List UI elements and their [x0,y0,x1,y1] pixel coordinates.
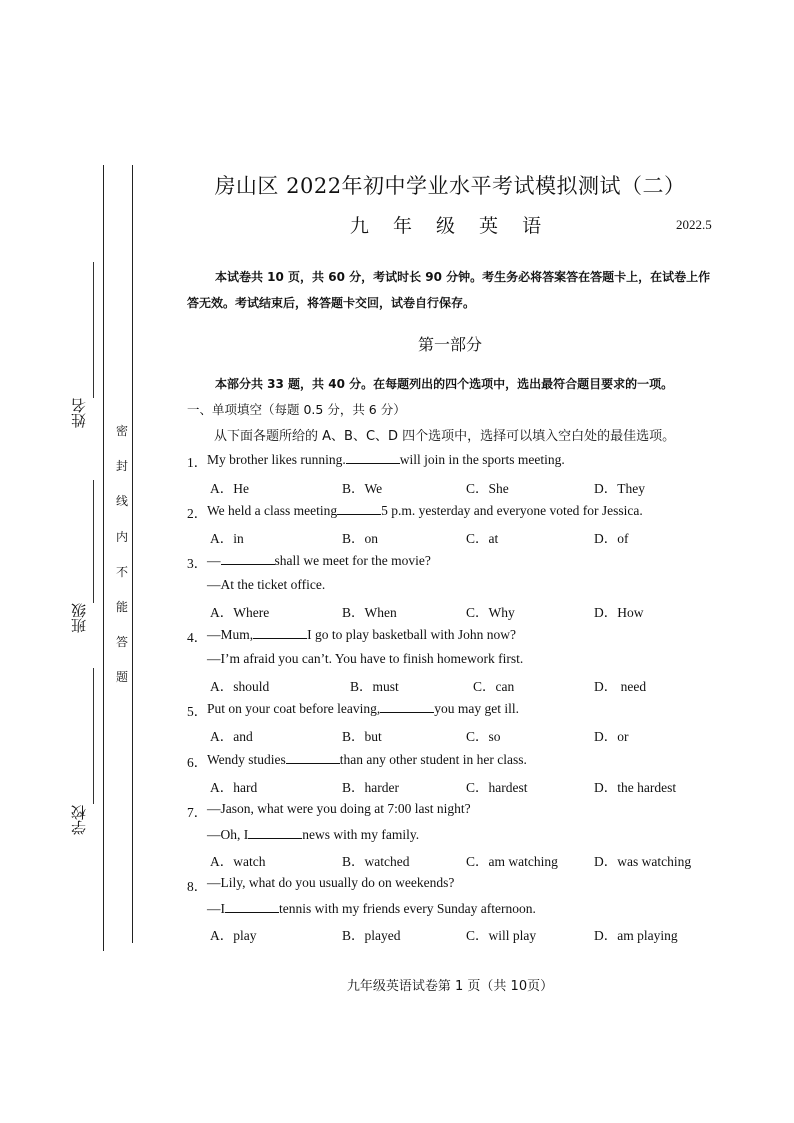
question-text: — shall we meet for the movie? [207,553,431,568]
option-c: C．will play [466,928,537,943]
seal-char: 线 [116,494,129,508]
option-b: B．When [342,605,397,620]
option-c: C．Why [466,605,515,620]
seal-char: 题 [116,670,129,684]
answer-blank [346,451,400,464]
question-number: 7． [187,805,208,820]
page-footer: 九年级英语试卷第 1 页（共 10页） [346,979,554,994]
option-a: A．Where [210,605,270,620]
option-a: A．in [210,531,244,546]
seal-char: 内 [116,530,129,544]
question-number: 2． [187,506,208,521]
option-c: C．hardest [466,780,528,795]
option-b: B．on [342,531,379,546]
question-text: —I tennis with my friends every Sunday afternoon. [207,901,536,916]
option-c: C．so [466,729,501,744]
option-c: C．am watching [466,854,558,869]
seal-char: 不 [116,565,129,579]
name-label: 姓名 [70,398,88,428]
question-number: 1． [187,455,208,470]
option-a: A．He [210,481,249,496]
answer-blank [221,552,275,565]
question-text: Wendy studies than any other student in her class. [207,752,527,767]
option-a: A．watch [210,854,266,869]
exam-subtitle: 九 年 级 英 语 [349,215,551,237]
exam-title: 房山区 2022年初中学业水平考试模拟测试（二） [214,174,686,198]
section-heading: 一、单项填空（每题 0.5 分，共 6 分） [187,402,406,417]
seal-char: 密 [116,424,129,438]
option-d: D．the hardest [594,780,677,795]
question-text: —Oh, I news with my family. [207,827,420,842]
question-text: —Mum, I go to play basketball with John now? [207,627,516,642]
section-instruction: 从下面各题所给的 A、B、C、D 四个选项中，选择可以填入空白处的最佳选项。 [214,429,676,444]
part-title: 第一部分 [417,335,482,354]
question-number: 3． [187,556,208,571]
question-text: Put on your coat before leaving, you may get ill. [207,701,519,716]
school-label: 学校 [70,805,88,835]
answer-blank [337,502,381,515]
question-text: We held a class meeting 5 p.m. yesterday and everyone voted for Jessica. [207,503,643,518]
option-a: A．play [210,928,257,943]
answer-blank [380,700,434,713]
exam-instructions: 本试卷共 10 页，共 60 分，考试时长 90 分钟。考生务必将答案答在答题卡上，在试卷上作答无效。考试结束后，将答题卡交回，试卷自行保存。 [187,270,711,310]
name-underline [93,262,94,398]
option-b: B．played [342,928,401,943]
option-d: D．am playing [594,928,678,943]
option-d: D．was watching [594,854,692,869]
binding-line-outer [103,165,104,951]
option-b: B．We [342,481,383,496]
option-d: D．How [594,605,644,620]
option-a: A．and [210,729,253,744]
option-d: D．They [594,481,645,496]
option-d: D．of [594,531,629,546]
exam-date: 2022.5 [676,217,712,232]
question-text: My brother likes running. will join in the sports meeting. [207,452,565,467]
option-c: C．at [466,531,499,546]
option-c: C．can [473,679,515,694]
binding-line-inner [132,165,133,943]
answer-blank [248,826,302,839]
option-c: C．She [466,481,509,496]
class-underline [93,480,94,603]
seal-char: 封 [116,459,129,473]
question-number: 4． [187,630,208,645]
class-label: 班级 [70,603,88,633]
seal-char: 答 [116,635,129,649]
option-b: B．watched [342,854,410,869]
part-description: 本部分共 33 题，共 40 分。在每题列出的四个选项中，选出最符合题目要求的一项。 [215,377,674,391]
seal-char: 能 [116,600,129,614]
option-b: B．must [350,679,399,694]
answer-blank [225,900,279,913]
question-number: 6． [187,755,208,770]
school-underline [93,668,94,804]
question-number: 5． [187,704,208,719]
question-text: —I’m afraid you can’t. You have to finish homework first. [207,651,524,666]
answer-blank [253,626,307,639]
option-a: A．hard [210,780,258,795]
option-b: B．harder [342,780,399,795]
question-text: —Lily, what do you usually do on weekends? [207,875,455,890]
option-d: D．or [594,729,629,744]
question-text: —Jason, what were you doing at 7:00 last night? [207,801,471,816]
answer-blank [286,751,340,764]
option-a: A．should [210,679,270,694]
question-text: —At the ticket office. [207,577,326,592]
option-b: B．but [342,729,382,744]
question-number: 8． [187,879,208,894]
option-d: D． need [594,679,647,694]
